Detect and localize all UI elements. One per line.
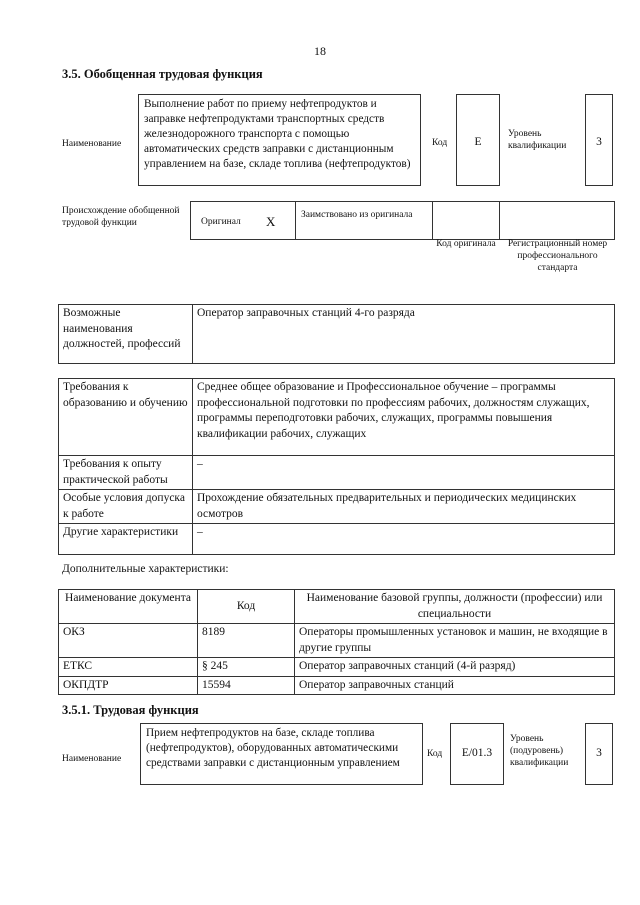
table-row [59, 676, 615, 695]
requirement-value: – [193, 456, 615, 490]
level-label: Уровень квалификации [508, 129, 567, 151]
original-mark: X [266, 214, 276, 229]
code-label: Код [427, 749, 443, 759]
function-name-box: Прием нефтепродуктов на базе, складе топлива (нефтепродуктов), оборудованных автоматическими средствами заправки с дистанционным управлением [140, 723, 423, 785]
level-box: 3 [585, 723, 613, 785]
positions-label: Возможные наименования должностей, профессий [59, 305, 193, 364]
table-cell: § 245 [198, 658, 295, 677]
table-cell: 15594 [198, 676, 295, 695]
table-cell: 8189 [198, 624, 295, 658]
table-cell: Операторы промышленных установок и машин, не входящие в другие группы [295, 624, 615, 658]
requirement-label: Требования к образованию и обучению [59, 379, 193, 456]
requirement-value: Прохождение обязательных предварительных и периодических медицинских осмотров [193, 490, 615, 524]
code-label: Код [432, 138, 448, 148]
origin-label: Происхождение обобщенной трудовой функции [62, 206, 180, 228]
requirement-value: Среднее общее образование и Профессиональное обучение – программы профессиональной подготовки по профессиям рабочих, должностям служащих, программы переподготовки рабочих, служащих, программы повышения квалификации рабочих, служащих [193, 379, 615, 456]
table-row [59, 624, 615, 658]
requirements-table [58, 378, 615, 555]
header-cell: Наименование базовой группы, должности (профессии) или специальности [295, 590, 615, 624]
function-name-box: Выполнение работ по приему нефтепродуктов и заправке нефтепродуктами транспортных средств железнодорожного транспорта с помощью автоматических средств заправки с дистанционным управлением на базе, складе топлива (нефтепродуктов) [138, 94, 421, 186]
additional-title: Дополнительные характеристики: [62, 563, 229, 575]
table-cell: Оператор заправочных станций (4-й разряд) [295, 658, 615, 677]
divider [432, 202, 433, 239]
subsection-heading: 3.5.1. Трудовая функция [62, 703, 199, 717]
section-heading: 3.5. Обобщенная трудовая функция [62, 67, 263, 81]
name-label: Наименование [62, 139, 122, 149]
requirement-value: – [193, 524, 615, 555]
requirement-label: Требования к опыту практической работы [59, 456, 193, 490]
divider [295, 202, 296, 239]
table-cell: ЕТКС [59, 658, 198, 677]
code-box: Е/01.3 [450, 723, 504, 785]
page-number: 18 [314, 44, 326, 58]
additional-table [58, 589, 615, 695]
table-row [59, 658, 615, 677]
divider [499, 202, 500, 239]
header-cell: Код [198, 590, 295, 624]
requirement-label: Другие характеристики [59, 524, 193, 555]
level-box: 3 [585, 94, 613, 186]
borrowed-label: Заимствовано из оригинала [301, 210, 413, 220]
original-label: Оригинал [201, 217, 241, 227]
name-label: Наименование [62, 754, 122, 764]
reg-number-caption: Регистрационный номер профессионального стандарта [507, 239, 608, 273]
positions-table [58, 304, 615, 364]
level-label: Уровень (подуровень) квалификации [510, 734, 569, 768]
code-box: Е [456, 94, 500, 186]
code-original-caption: Код оригинала [436, 239, 496, 249]
table-cell: ОКПДТР [59, 676, 198, 695]
origin-table [190, 201, 615, 240]
requirement-label: Особые условия допуска к работе [59, 490, 193, 524]
table-cell: ОКЗ [59, 624, 198, 658]
table-cell: Оператор заправочных станций [295, 676, 615, 695]
header-cell: Наименование документа [59, 590, 198, 624]
positions-value: Оператор заправочных станций 4-го разряда [193, 305, 615, 364]
